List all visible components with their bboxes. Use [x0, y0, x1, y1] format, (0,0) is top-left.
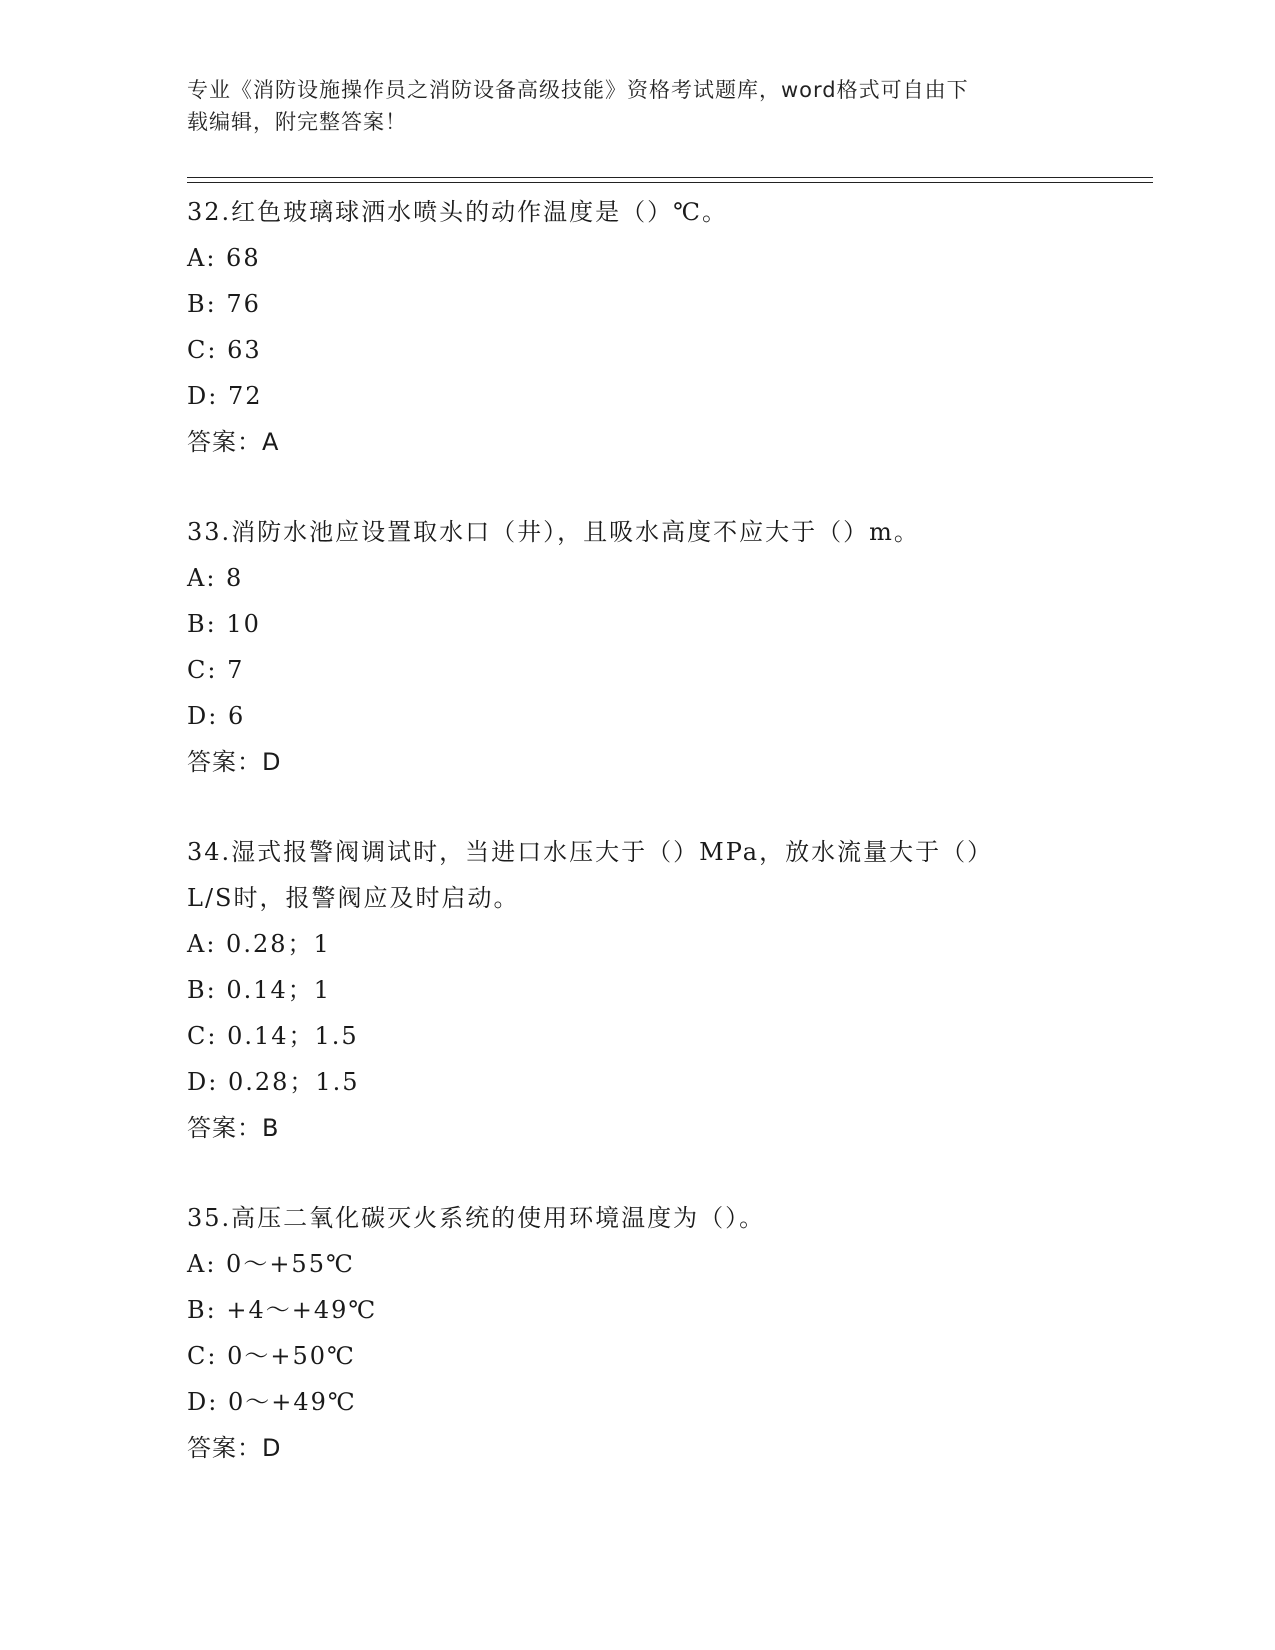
question-33: [187, 509, 1087, 785]
option-b: B: 76: [187, 290, 261, 318]
option-a: A: 8: [187, 564, 244, 592]
question-35: [187, 1195, 1087, 1471]
option-d: D: 0～+49℃: [187, 1388, 357, 1416]
question-34: [187, 829, 1087, 1151]
header-divider-top: [187, 177, 1153, 178]
option-b: B: 0.14；1: [187, 976, 332, 1004]
header-line-2: 载编辑，附完整答案！: [187, 110, 407, 134]
answer-label: 答案：D: [187, 1434, 282, 1462]
answer-label: 答案：B: [187, 1114, 280, 1142]
option-d: D: 72: [187, 382, 263, 410]
answer-label: 答案：A: [187, 428, 280, 456]
option-a: A: 0～+55℃: [187, 1250, 355, 1278]
option-a: A: 0.28；1: [187, 930, 331, 958]
option-b: B: +4～+49℃: [187, 1296, 378, 1324]
answer-label: 答案：D: [187, 748, 282, 776]
option-d: D: 0.28；1.5: [187, 1068, 360, 1096]
option-c: C: 63: [187, 336, 262, 364]
document-header: [187, 74, 1087, 138]
option-b: B: 10: [187, 610, 261, 638]
option-a: A: 68: [187, 244, 261, 272]
header-divider-bottom: [187, 182, 1153, 183]
question-stem: 33.消防水池应设置取水口（井），且吸水高度不应大于（）m。: [187, 518, 920, 546]
question-stem: 35.高压二氧化碳灭火系统的使用环境温度为（）。: [187, 1204, 766, 1232]
option-c: C: 0～+50℃: [187, 1342, 356, 1370]
question-stem-line-2: L/S时，报警阀应及时启动。: [187, 884, 520, 912]
option-c: C: 0.14；1.5: [187, 1022, 359, 1050]
question-32: [187, 189, 1087, 465]
header-line-1: 专业《消防设施操作员之消防设备高级技能》资格考试题库，word格式可自由下: [187, 78, 969, 102]
question-stem-line-1: 34.湿式报警阀调试时，当进口水压大于（）MPa，放水流量大于（）: [187, 838, 994, 866]
question-stem: 32.红色玻璃球洒水喷头的动作温度是（）℃。: [187, 198, 729, 226]
option-c: C: 7: [187, 656, 245, 684]
option-d: D: 6: [187, 702, 246, 730]
